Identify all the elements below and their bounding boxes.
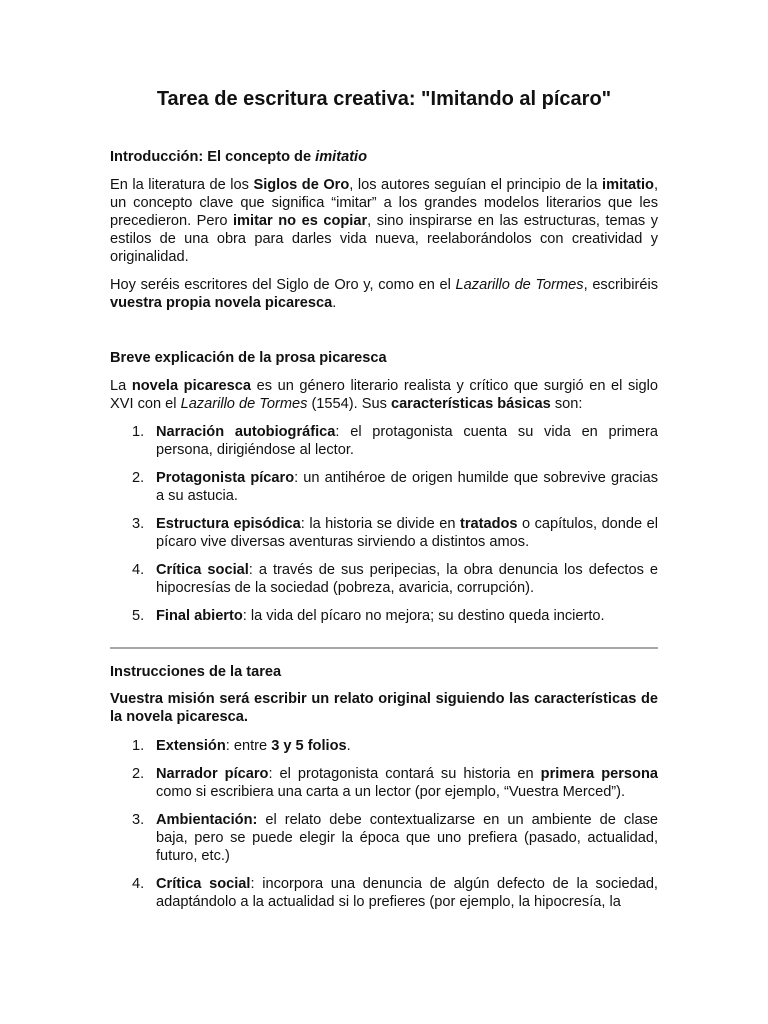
section-divider [110, 647, 658, 649]
list-item: 2. Narrador pícaro: el protagonista contará su historia en primera persona como si escribiera una carta a un lector (por ejemplo, “Vuestra Merced”). [132, 766, 658, 800]
list-item: 4. Crítica social: a través de sus peripecias, la obra denuncia los defectos e hipocresías de la sociedad (pobreza, avaricia, corrupción). [132, 562, 658, 596]
text-run: : a través de sus peripecias, la obra denuncia los defectos e hipocresías de la sociedad (pobreza, avaricia, corrupción). [156, 562, 658, 596]
tarea-lead: Vuestra misión será escribir un relato original siguiendo las características de la novela picaresca. [110, 691, 658, 725]
text-run: En la literatura de los [110, 177, 254, 193]
list-item: 5. Final abierto: la vida del pícaro no mejora; su destino queda incierto. [132, 608, 605, 624]
text-run: Final abierto [156, 608, 243, 624]
list-item: 1. Narración autobiográfica: el protagonista cuenta su vida en primera persona, dirigiéndose al lector. [132, 424, 659, 458]
text-run: Lazarillo de Tormes [455, 277, 584, 293]
text-run: son: [550, 396, 583, 412]
list-item: 3. Estructura episódica: la historia se divide en tratados o capítulos, donde el pícaro vive diversas aventuras sirviendo a distintos amos. [132, 516, 658, 550]
text-run: Lazarillo de Tormes [180, 396, 308, 412]
text-run: : el protagonista cuenta su vida en primera persona, dirigiéndose al lector. [156, 424, 659, 458]
text-run: Extensión [156, 738, 226, 754]
text-run: : la vida del pícaro no mejora; su destino queda incierto. [242, 608, 605, 624]
text-run: primera persona [540, 766, 658, 782]
text-run: 3 y 5 folios [271, 738, 347, 754]
text-run: . [332, 295, 337, 311]
text-run: : un antihéroe de origen humilde que sobrevive gracias a su astucia. [156, 470, 659, 504]
text-run: : la historia se divide en [300, 516, 460, 532]
text-run: Siglos de Oro [253, 177, 350, 193]
text-run: el relato debe contextualizarse en un ambiente de clase baja, pero se puede elegir la época que uno prefiera (pasado, actualidad, futuro, etc.) [156, 812, 658, 864]
list-item: 1. Extensión: entre 3 y 5 folios. [132, 738, 351, 754]
text-run: Estructura episódica [156, 516, 301, 532]
tarea-heading: Instrucciones de la tarea [110, 664, 282, 680]
text-run: vuestra propia novela picaresca [110, 295, 333, 311]
text-run: . [346, 738, 351, 754]
intro-heading-text: Introducción: El concepto de [110, 149, 316, 165]
text-run: Crítica social [156, 876, 251, 892]
text-run: Hoy seréis escritores del Siglo de Oro y, como en el [110, 277, 456, 293]
text-run: Ambientación: [156, 812, 258, 828]
text-run: imitatio [602, 177, 654, 193]
text-run: Narrador pícaro [156, 766, 269, 782]
text-run: como si escribiera una carta a un lector (por ejemplo, “Vuestra Merced”). [156, 784, 626, 800]
intro-paragraph-1 [110, 176, 658, 266]
text-run: novela picaresca [131, 378, 251, 394]
text-run: : incorpora una denuncia de algún defecto de la sociedad, adaptándolo a la actualidad si lo prefieres (por ejemplo, la hipocresía, la [156, 876, 658, 910]
text-run: Protagonista pícaro [156, 470, 295, 486]
text-run: , escribiréis [583, 277, 659, 293]
text-run: : entre [225, 738, 272, 754]
text-run: Narración autobiográfica [156, 424, 336, 440]
text-run: características básicas [390, 396, 551, 412]
text-run: (1554). Sus [307, 396, 391, 412]
list-item: 3. Ambientación: el relato debe contextualizarse en un ambiente de clase baja, pero se puede elegir la época que uno prefiera (pasado, actualidad, futuro, etc.) [132, 812, 658, 864]
list-item: 2. Protagonista pícaro: un antihéroe de origen humilde que sobrevive gracias a su astucia. [132, 470, 659, 504]
intro-paragraph-2 [110, 276, 658, 312]
list-item: 4. Crítica social: incorpora una denuncia de algún defecto de la sociedad, adaptándolo a la actualidad si lo prefieres (por ejemplo, la hipocresía, la [132, 876, 658, 910]
picaresca-heading: Breve explicación de la prosa picaresca [110, 350, 387, 366]
text-run: o capítulos, donde el pícaro vive diversas aventuras sirviendo a distintos amos. [156, 516, 658, 550]
picaresca-paragraph [110, 377, 658, 413]
page-title: Tarea de escritura creativa: "Imitando al pícaro" [156, 88, 612, 110]
text-run: , los autores seguían el principio de la [349, 177, 603, 193]
intro-heading [110, 148, 658, 166]
text-run: es un género literario realista y crítico que surgió en el siglo XVI con el [110, 378, 658, 412]
text-run: imitar no es copiar [232, 213, 368, 229]
intro-heading-emphasis: imitatio [315, 149, 368, 165]
text-run: , sino inspirarse en las estructuras, temas y estilos de una obra para darles vida nueva, reelaborándolos con creatividad y originalidad. [110, 213, 658, 265]
text-run: La [110, 378, 132, 394]
text-run: , un concepto clave que significa “imitar” a los grandes modelos literarios que les precedieron. Pero [110, 177, 658, 229]
text-run: : el protagonista contará su historia en [268, 766, 541, 782]
text-run: Crítica social [156, 562, 249, 578]
text-run: tratados [459, 516, 518, 532]
